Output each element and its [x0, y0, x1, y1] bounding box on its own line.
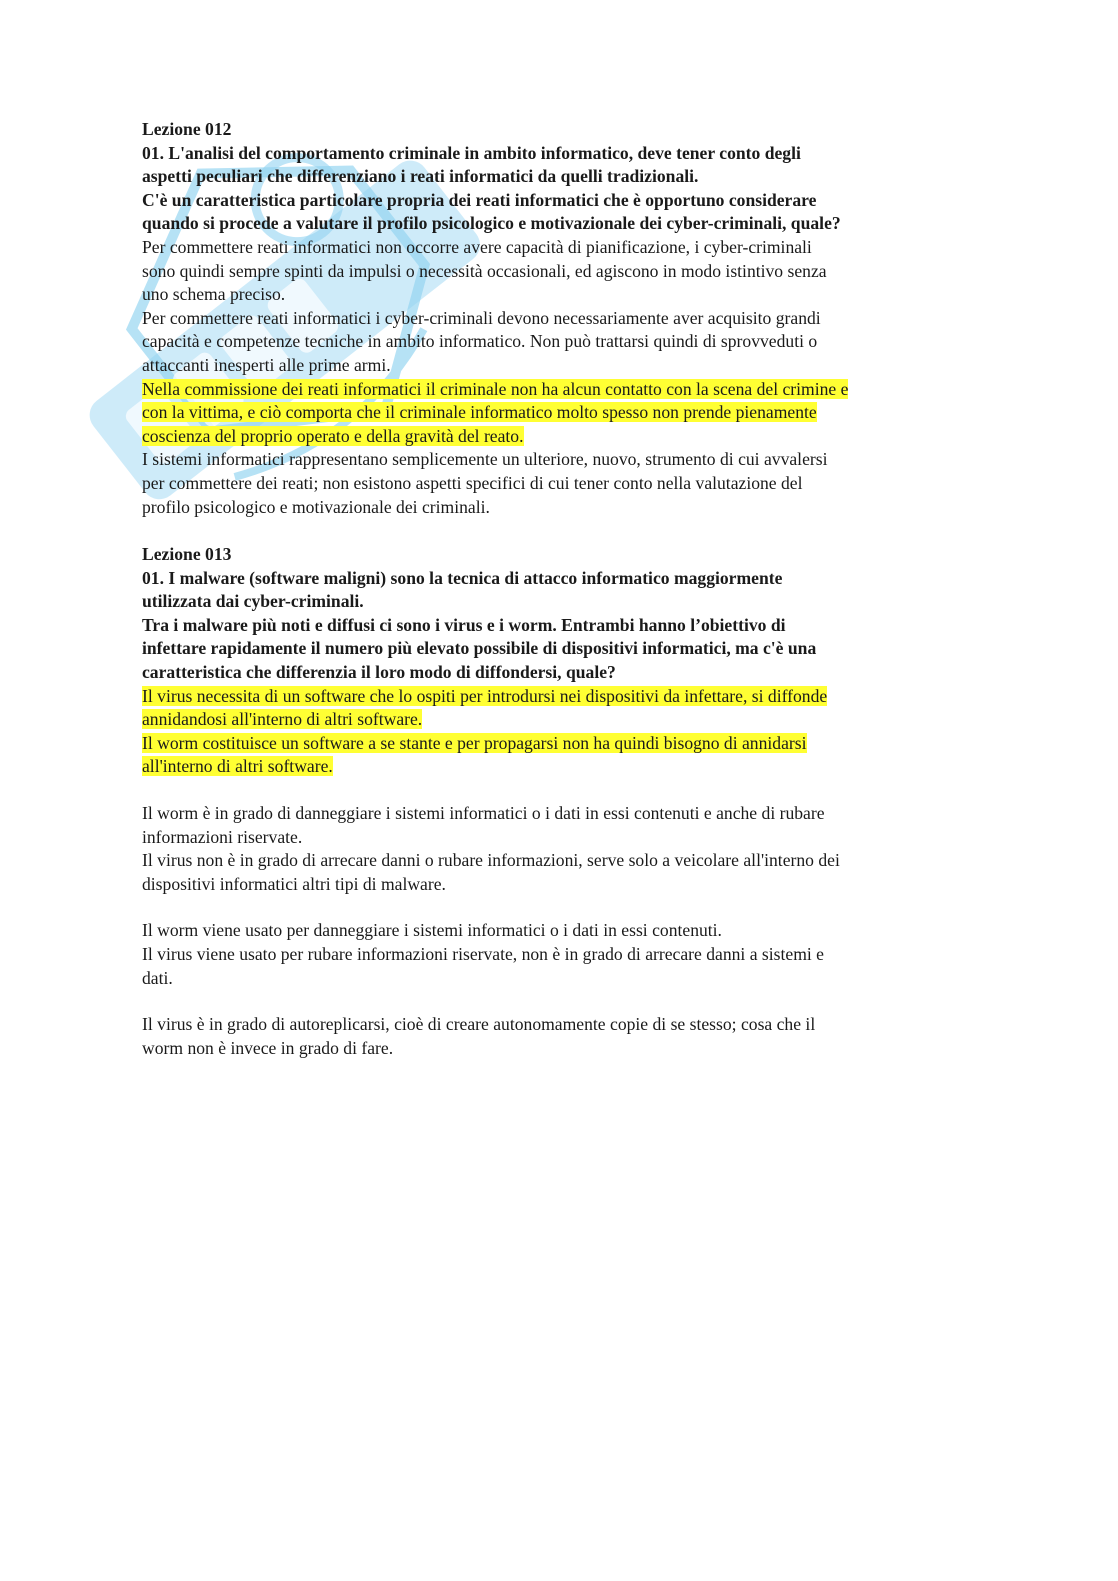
- question-line: infettare rapidamente il numero più elevato possibile di dispositivi informatici, ma c'è una: [142, 638, 817, 659]
- answer-line: [142, 967, 972, 991]
- answer-line-text: I sistemi informatici rappresentano semplicemente un ulteriore, nuovo, strumento di cui avvalersi: [142, 449, 828, 470]
- answer-line: [142, 1013, 972, 1037]
- answer-option: [142, 307, 972, 378]
- answer-line-text: Il worm è in grado di danneggiare i sistemi informatici o i dati in essi contenuti e anche di rubare: [142, 803, 825, 824]
- answer-line-text: per commettere dei reati; non esistono aspetti specifici di cui tener conto nella valutazione del: [142, 472, 803, 493]
- answer-line-text: attaccanti inesperti alle prime armi.: [142, 354, 391, 375]
- answer-line-text: capacità e competenze tecniche in ambito informatico. Non può trattarsi quindi di sprovveduti o: [142, 331, 818, 352]
- answer-line-text: Nella commissione dei reati informatici il criminale non ha alcun contatto con la scena del crimine e: [142, 378, 849, 399]
- lesson-title: Lezione 013: [142, 544, 232, 565]
- answer-option-correct: [142, 378, 972, 449]
- answer-line: [142, 685, 972, 709]
- question-line: 01. L'analisi del comportamento criminale in ambito informatico, deve tener conto degli: [142, 142, 801, 163]
- paragraph-gap: [142, 990, 972, 1013]
- answer-line-text: Per commettere reati informatici non occorre avere capacità di pianificazione, i cyber-criminali: [142, 236, 812, 257]
- answer-option-correct: [142, 685, 972, 779]
- answer-line: [142, 472, 972, 496]
- question-line: caratteristica che differenzia il loro modo di diffondersi, quale?: [142, 662, 616, 683]
- answer-line: [142, 1037, 972, 1061]
- paragraph-gap: [142, 896, 972, 919]
- answer-line: [142, 283, 972, 307]
- answer-line: [142, 849, 972, 873]
- answer-line-text: all'interno di altri software.: [142, 756, 333, 777]
- answer-line-text: Il virus viene usato per rubare informazioni riservate, non è in grado di arrecare danni a sistemi e: [142, 944, 824, 964]
- answer-line-text: Il worm viene usato per danneggiare i sistemi informatici o i dati in essi contenuti.: [142, 920, 722, 941]
- answer-option: [142, 448, 972, 519]
- answer-line-text: Il virus non è in grado di arrecare danni o rubare informazioni, serve solo a veicolare all'interno dei: [142, 850, 840, 871]
- lesson-title: Lezione 012: [142, 119, 232, 139]
- answer-line: [142, 307, 972, 331]
- answer-line-text: worm non è invece in grado di fare.: [142, 1037, 394, 1058]
- answer-line: [142, 919, 972, 943]
- paragraph-gap: [142, 519, 972, 543]
- answer-option: [142, 1013, 972, 1060]
- answer-line: [142, 236, 972, 260]
- answer-line-text: dispositivi informatici altri tipi di malware.: [142, 873, 446, 894]
- answer-line: [142, 802, 972, 826]
- answer-line: [142, 943, 972, 967]
- answer-line: [142, 260, 972, 284]
- answer-line: [142, 425, 972, 449]
- answer-line-text: sono quindi sempre spinti da impulsi o necessità occasionali, ed agiscono in modo istintivo senza: [142, 260, 827, 281]
- answer-line-text: uno schema preciso.: [142, 284, 286, 305]
- answer-line: [142, 401, 972, 425]
- question-line: aspetti peculiari che differenziano i reati informatici da quelli tradizionali.: [142, 166, 699, 187]
- answer-line: [142, 873, 972, 897]
- answer-line: [142, 732, 972, 756]
- answer-line-text: profilo psicologico e motivazionale dei criminali.: [142, 496, 490, 517]
- answer-line: [142, 755, 972, 779]
- document-body: [142, 118, 972, 1060]
- answer-line-text: dati.: [142, 967, 173, 988]
- answer-line-text: informazioni riservate.: [142, 826, 303, 847]
- answer-line-text: Il worm costituisce un software a se stante e per propagarsi non ha quindi bisogno di annidarsi: [142, 732, 807, 753]
- question-text: [142, 142, 972, 236]
- answer-line-text: Per commettere reati informatici i cyber-criminali devono necessariamente aver acquisito grandi: [142, 307, 821, 328]
- question-line: Tra i malware più noti e diffusi ci sono i virus e i worm. Entrambi hanno l’obiettivo di: [142, 614, 786, 635]
- answer-line: [142, 496, 972, 520]
- answer-line-text: Il virus necessita di un software che lo ospiti per introdursi nei dispositivi da infettare, si diffonde: [142, 685, 828, 706]
- question-line: C'è un caratteristica particolare propria dei reati informatici che è opportuno considerare: [142, 189, 817, 210]
- answer-option: [142, 236, 972, 307]
- answer-line-text: coscienza del proprio operato e della gravità del reato.: [142, 425, 524, 446]
- answer-line: [142, 826, 972, 850]
- answer-line-text: con la vittima, e ciò comporta che il criminale informatico molto spesso non prende pienamente: [142, 402, 817, 423]
- answer-option: [142, 919, 972, 990]
- answer-option: [142, 802, 972, 896]
- answer-line: [142, 708, 972, 732]
- answer-line: [142, 448, 972, 472]
- answer-line: [142, 378, 972, 402]
- question-line: 01. I malware (software maligni) sono la tecnica di attacco informatico maggiormente: [142, 567, 783, 588]
- answer-line: [142, 354, 972, 378]
- question-text: [142, 567, 972, 685]
- answer-line-text: annidandosi all'interno di altri software.: [142, 709, 423, 730]
- answer-line-text: Il virus è in grado di autoreplicarsi, cioè di creare autonomamente copie di se stesso; cosa che il: [142, 1014, 816, 1035]
- paragraph-gap: [142, 779, 972, 802]
- answer-line: [142, 330, 972, 354]
- question-line: utilizzata dai cyber-criminali.: [142, 591, 364, 612]
- question-line: quando si procede a valutare il profilo psicologico e motivazionale dei cyber-criminali, quale?: [142, 213, 841, 234]
